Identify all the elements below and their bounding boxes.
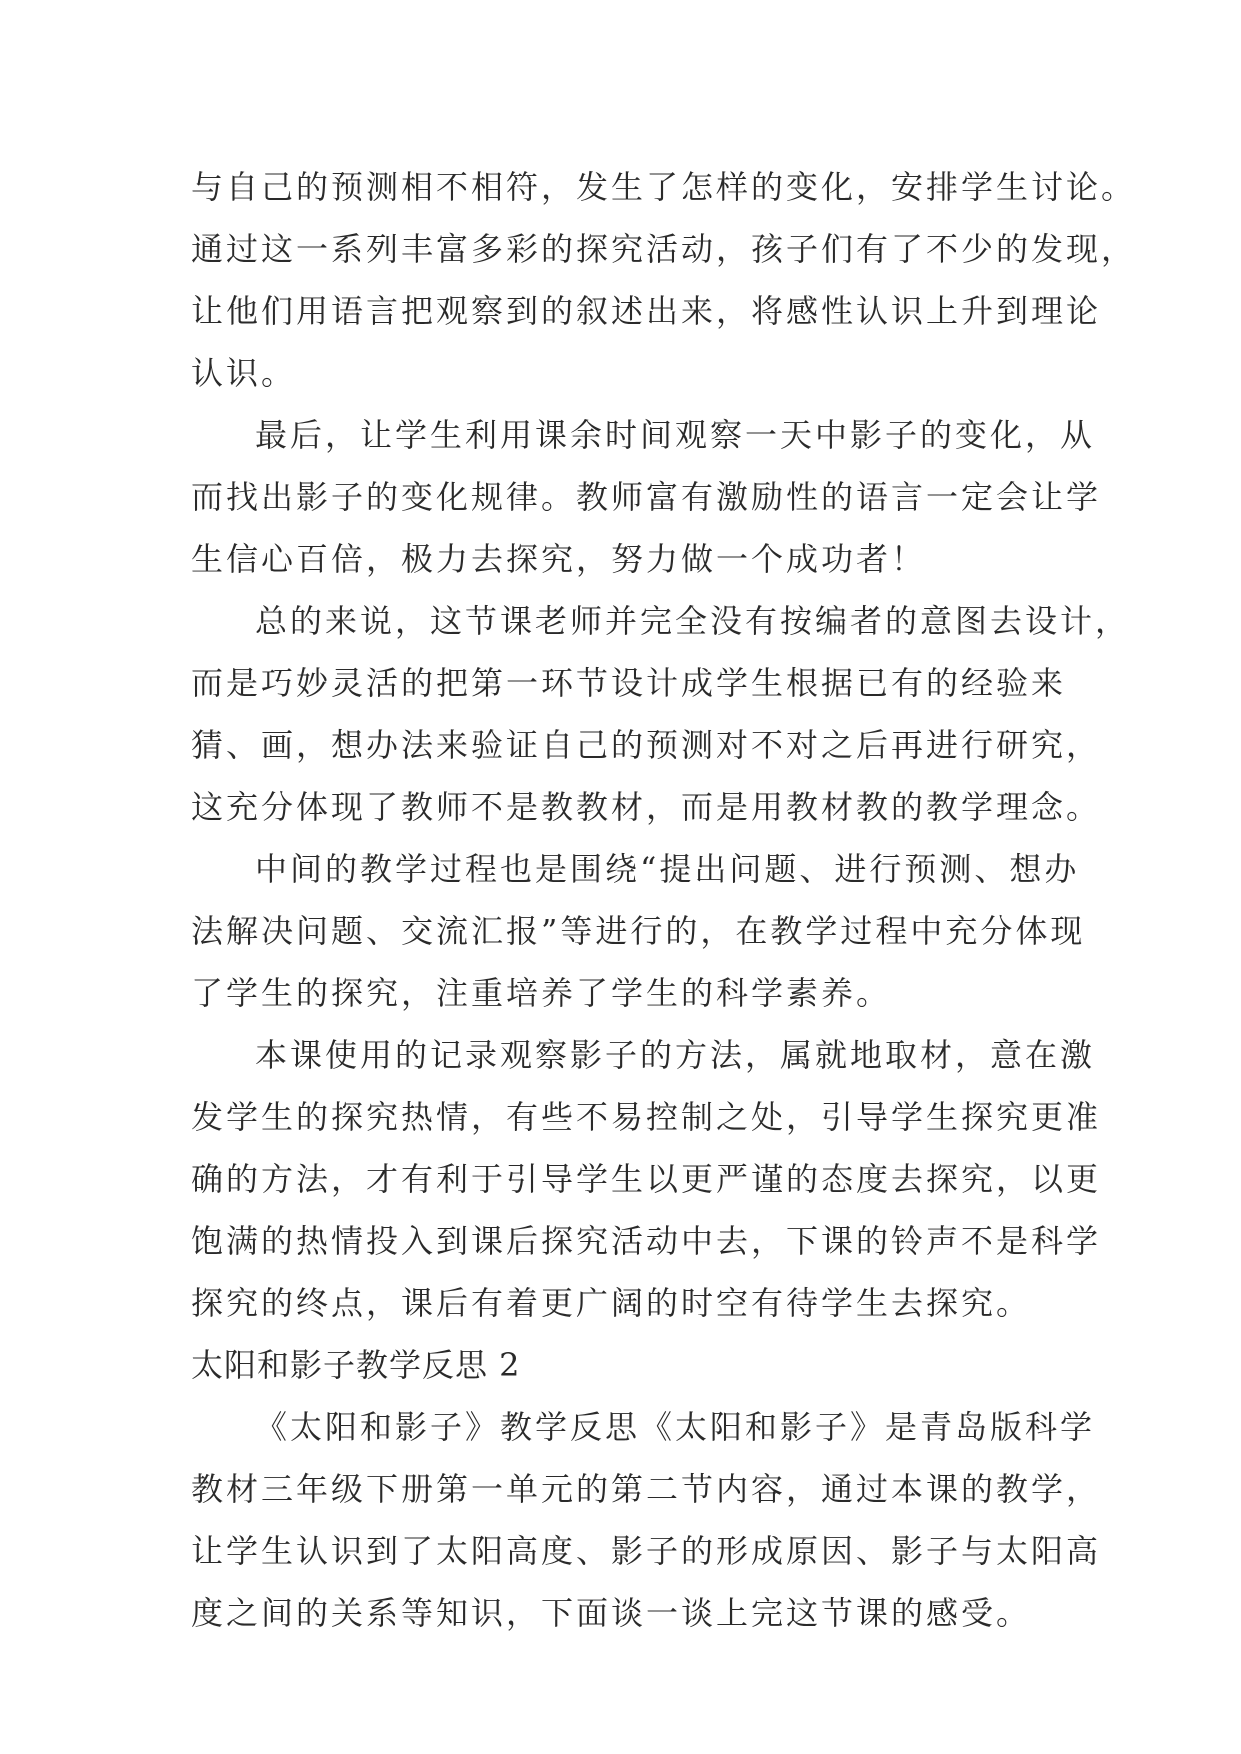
- text-line: 认识。: [191, 354, 297, 392]
- text-line: 了学生的探究，注重培养了学生的科学素养。: [191, 974, 892, 1012]
- text-line: 猜、画，想办法来验证自己的预测对不对之后再进行研究，: [191, 726, 1102, 764]
- text-line: 发学生的探究热情，有些不易控制之处，引导学生探究更准: [191, 1098, 1102, 1136]
- paragraph-start-line: 总的来说，这节课老师并完全没有按编者的意图去设计，: [255, 602, 1131, 640]
- text-line: 确的方法，才有利于引导学生以更严谨的态度去探究，以更: [191, 1160, 1102, 1198]
- text-line: 与自己的预测相不相符，发生了怎样的变化，安排学生讨论。: [191, 168, 1137, 206]
- text-line: 这充分体现了教师不是教教材，而是用教材教的教学理念。: [191, 788, 1102, 826]
- text-line: 而是巧妙灵活的把第一环节设计成学生根据已有的经验来: [191, 664, 1067, 702]
- section-heading: 太阳和影子教学反思 2: [191, 1346, 521, 1384]
- text-line: 探究的终点，课后有着更广阔的时空有待学生去探究。: [191, 1284, 1032, 1322]
- text-line: 度之间的关系等知识，下面谈一谈上完这节课的感受。: [191, 1594, 1032, 1632]
- text-line: 通过这一系列丰富多彩的探究活动，孩子们有了不少的发现，: [191, 230, 1137, 268]
- text-line: 法解决问题、交流汇报”等进行的，在教学过程中充分体现: [191, 912, 1086, 950]
- text-line: 饱满的热情投入到课后探究活动中去，下课的铃声不是科学: [191, 1222, 1102, 1260]
- paragraph-start-line: 《太阳和影子》教学反思《太阳和影子》是青岛版科学: [255, 1408, 1096, 1446]
- paragraph-start-line: 中间的教学过程也是围绕“提出问题、进行预测、想办: [255, 850, 1080, 888]
- text-line: 教材三年级下册第一单元的第二节内容，通过本课的教学，: [191, 1470, 1102, 1508]
- text-line: 让他们用语言把观察到的叙述出来，将感性认识上升到理论: [191, 292, 1102, 330]
- text-line: 让学生认识到了太阳高度、影子的形成原因、影子与太阳高: [191, 1532, 1102, 1570]
- paragraph-start-line: 本课使用的记录观察影子的方法，属就地取材，意在激: [255, 1036, 1096, 1074]
- document-body: [191, 156, 1137, 1644]
- text-line: 生信心百倍，极力去探究，努力做一个成功者！: [191, 540, 927, 578]
- paragraph-start-line: 最后，让学生利用课余时间观察一天中影子的变化，从: [255, 416, 1096, 454]
- text-line: 而找出影子的变化规律。教师富有激励性的语言一定会让学: [191, 478, 1102, 516]
